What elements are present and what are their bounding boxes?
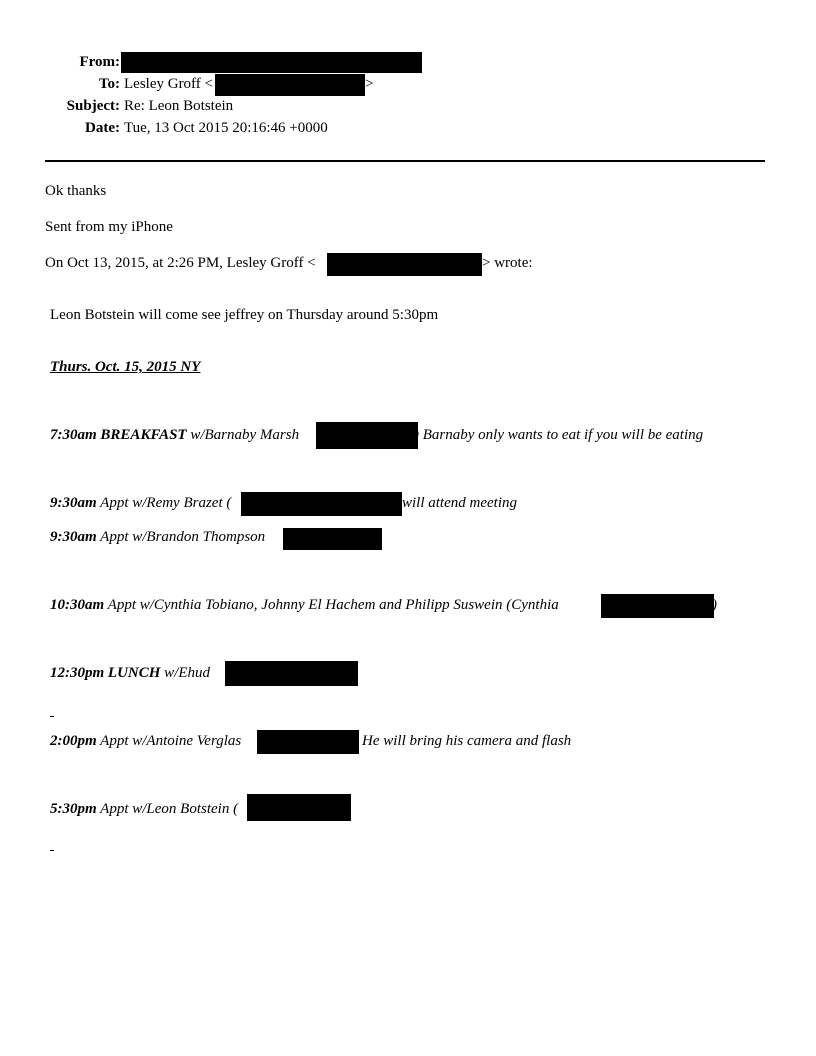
entry-note: will attend meeting [402,495,517,511]
reply-text: Ok thanks [45,183,107,199]
entry-time: 2:00pm [50,733,97,749]
quote-intro-end: > wrote: [482,255,533,271]
schedule-entry [50,733,241,750]
schedule-entry [50,597,559,614]
schedule-entry [50,427,299,444]
schedule-entry [50,801,238,818]
redaction-block [241,492,402,516]
schedule-date-heading: Thurs. Oct. 15, 2015 NY [50,359,201,375]
entry-note: He will bring his camera and flash [362,733,572,749]
quote-intro: On Oct 13, 2015, at 2:26 PM, Lesley Groff < [45,255,316,271]
quoted-note: Leon Botstein will come see jeffrey on Thursday around 5:30pm [50,307,439,323]
entry-title: BREAKFAST [100,427,187,443]
entry-text: w/Barnaby Marsh [186,427,300,443]
entry-text: Appt w/Brandon Thompson [96,529,266,545]
entry-note: ) [712,597,717,613]
redaction-block [283,528,382,550]
redaction-block [247,794,351,821]
redaction-block [215,74,365,96]
from-label: From: [79,54,120,70]
to-value: Lesley Groff < [124,76,213,92]
entry-text: Appt w/Remy Brazet ( [96,495,232,511]
date-value: Tue, 13 Oct 2015 20:16:46 +0000 [124,120,328,136]
to-suffix: > [365,76,374,92]
entry-time: 12:30pm [50,665,105,681]
to-label: To: [98,76,120,92]
schedule-entry [50,529,265,546]
header-divider [45,160,765,162]
subject-value: Re: Leon Botstein [124,98,234,114]
date-label: Date: [85,120,120,136]
redaction-block [316,422,418,449]
entry-time: 5:30pm [50,801,97,817]
redaction-block [327,253,482,276]
redaction-block [225,661,358,686]
entry-time: 9:30am [50,529,97,545]
entry-text: Appt w/Leon Botstein ( [96,801,239,817]
schedule-entry [50,495,231,512]
entry-text: Appt w/Cynthia Tobiano, Johnny El Hachem and Philipp Suswein (Cynthia [104,597,559,613]
blank-line-marker [50,850,54,851]
entry-title: LUNCH [107,665,161,681]
entry-time: 9:30am [50,495,97,511]
subject-label: Subject: [66,98,120,114]
redaction-block [601,594,714,618]
redaction-block [257,730,359,754]
entry-time: 10:30am [50,597,105,613]
redaction-block [121,52,422,73]
signature-text: Sent from my iPhone [45,219,173,235]
schedule-entry [50,665,210,682]
blank-line-marker [50,716,54,717]
entry-text: w/Ehud [160,665,211,681]
entry-note: ) Barnaby only wants to eat if you will be eating [414,427,704,443]
entry-text: Appt w/Antoine Verglas [96,733,242,749]
entry-time: 7:30am [50,427,97,443]
